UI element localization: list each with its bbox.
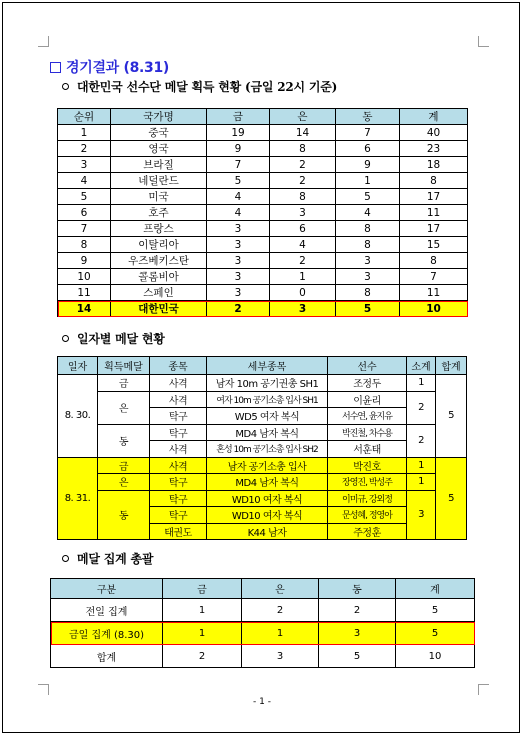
cell-silver: 8	[270, 141, 336, 157]
header-subtotal: 소계	[407, 357, 436, 375]
cell-event: 혼성 10m 공기소총 입사 SH2	[207, 441, 328, 458]
cell-athlete: 문성혜, 정영아	[328, 507, 407, 524]
cell-subtotal: 1	[407, 375, 436, 392]
header-gold: 금	[163, 579, 242, 599]
cell-total: 15	[400, 237, 468, 253]
header-total: 계	[400, 109, 468, 125]
section1-heading-text: 대한민국 선수단 메달 획득 현황 (금일 22시 기준)	[77, 80, 338, 94]
table-row	[58, 189, 468, 205]
medal-ranking-table	[57, 108, 468, 317]
cell-rank: 7	[58, 221, 111, 237]
section2-heading-text: 일자별 메달 현황	[77, 332, 165, 346]
cell-subtotal: 2	[407, 391, 436, 424]
cell-total: 8	[400, 173, 468, 189]
cell-bronze: 9	[336, 157, 400, 173]
cell-event: 남자 공기소총 입사	[207, 457, 328, 474]
medal-summary-table	[50, 578, 475, 668]
crop-mark-top-left	[38, 36, 49, 47]
header-sum: 합계	[436, 357, 467, 375]
cell-total: 11	[400, 205, 468, 221]
cell-gold: 2	[163, 645, 242, 668]
cell-category: 금일 집계 (8.30)	[51, 622, 163, 645]
cell-rank: 14	[58, 301, 111, 317]
table-header-row	[51, 579, 475, 599]
cell-silver: 3	[242, 645, 319, 668]
cell-country: 프랑스	[111, 221, 207, 237]
cell-rank: 9	[58, 253, 111, 269]
cell-medal-bronze: 동	[98, 424, 150, 457]
cell-bronze: 5	[336, 301, 400, 317]
table-row	[58, 490, 467, 507]
cell-event: WD10 여자 복식	[207, 507, 328, 524]
cell-medal-silver: 은	[98, 391, 150, 424]
cell-rank: 1	[58, 125, 111, 141]
cell-gold: 3	[207, 269, 270, 285]
cell-gold: 9	[207, 141, 270, 157]
table-row	[58, 285, 468, 301]
cell-category: 합계	[51, 645, 163, 668]
section2-heading	[62, 330, 165, 347]
header-sport: 종목	[150, 357, 207, 375]
cell-gold: 3	[207, 221, 270, 237]
cell-rank: 4	[58, 173, 111, 189]
circle-bullet-icon	[62, 555, 69, 562]
cell-sport: 탁구	[150, 507, 207, 524]
circle-bullet-icon	[62, 335, 69, 342]
header-athlete: 선수	[328, 357, 407, 375]
table-row	[58, 141, 468, 157]
highlighted-korea-row	[58, 301, 468, 317]
cell-category: 전일 집계	[51, 599, 163, 622]
header-event: 세부종목	[207, 357, 328, 375]
cell-medal-gold: 금	[98, 457, 150, 474]
cell-total: 23	[400, 141, 468, 157]
header-rank: 순위	[58, 109, 111, 125]
cell-athlete: 조정두	[328, 375, 407, 392]
cell-sport: 사격	[150, 441, 207, 458]
table-row	[51, 645, 475, 668]
cell-gold: 4	[207, 205, 270, 221]
cell-silver: 2	[270, 173, 336, 189]
cell-gold: 4	[207, 189, 270, 205]
cell-total: 11	[400, 285, 468, 301]
cell-gold: 3	[207, 253, 270, 269]
cell-sum: 5	[436, 375, 467, 458]
cell-sport: 사격	[150, 391, 207, 408]
cell-event: 여자 10m 공기소총 입사 SH1	[207, 391, 328, 408]
cell-bronze: 4	[336, 205, 400, 221]
cell-bronze: 1	[336, 173, 400, 189]
cell-bronze: 3	[336, 269, 400, 285]
table-row	[58, 391, 467, 408]
cell-silver: 1	[270, 269, 336, 285]
cell-bronze: 6	[336, 141, 400, 157]
cell-country: 브라질	[111, 157, 207, 173]
header-bronze: 동	[336, 109, 400, 125]
table-row	[58, 424, 467, 441]
cell-silver: 2	[270, 157, 336, 173]
cell-date: 8. 31.	[58, 457, 98, 540]
header-date: 일자	[58, 357, 98, 375]
cell-total: 18	[400, 157, 468, 173]
cell-sum: 5	[436, 457, 467, 540]
document-title: 경기결과 (8.31)	[66, 60, 170, 76]
cell-rank: 5	[58, 189, 111, 205]
cell-gold: 1	[163, 622, 242, 645]
header-gold: 금	[207, 109, 270, 125]
cell-sport: 태권도	[150, 523, 207, 540]
page-number: - 1 -	[253, 697, 271, 707]
cell-bronze: 5	[319, 645, 396, 668]
cell-rank: 6	[58, 205, 111, 221]
cell-bronze: 8	[336, 237, 400, 253]
cell-bronze: 2	[319, 599, 396, 622]
cell-event: WD10 여자 복식	[207, 490, 328, 507]
table-row	[58, 237, 468, 253]
cell-silver: 6	[270, 221, 336, 237]
cell-athlete: 이미규, 강외정	[328, 490, 407, 507]
cell-gold: 19	[207, 125, 270, 141]
cell-silver: 8	[270, 189, 336, 205]
cell-sport: 탁구	[150, 490, 207, 507]
cell-rank: 10	[58, 269, 111, 285]
header-category: 구분	[51, 579, 163, 599]
cell-rank: 3	[58, 157, 111, 173]
cell-silver: 2	[270, 253, 336, 269]
cell-medal-silver: 은	[98, 474, 150, 491]
cell-silver: 14	[270, 125, 336, 141]
table-row	[58, 269, 468, 285]
cell-subtotal: 1	[407, 457, 436, 474]
cell-silver: 2	[242, 599, 319, 622]
cell-country: 영국	[111, 141, 207, 157]
cell-silver: 3	[270, 205, 336, 221]
cell-athlete: 박진호	[328, 457, 407, 474]
cell-event: MD4 남자 복식	[207, 424, 328, 441]
cell-subtotal: 1	[407, 474, 436, 491]
cell-gold: 1	[163, 599, 242, 622]
cell-bronze: 8	[336, 285, 400, 301]
cell-gold: 2	[207, 301, 270, 317]
cell-total: 17	[400, 221, 468, 237]
cell-athlete: 서훈태	[328, 441, 407, 458]
cell-country: 이탈리아	[111, 237, 207, 253]
header-medal: 획득메달	[98, 357, 150, 375]
cell-silver: 3	[270, 301, 336, 317]
daily-medal-table	[57, 356, 467, 540]
cell-total: 10	[396, 645, 475, 668]
table-row	[58, 125, 468, 141]
cell-bronze: 7	[336, 125, 400, 141]
document-title-row	[50, 58, 169, 76]
cell-athlete: 이윤리	[328, 391, 407, 408]
cell-silver: 1	[242, 622, 319, 645]
cell-silver: 0	[270, 285, 336, 301]
cell-event: 남자 10m 공기권총 SH1	[207, 375, 328, 392]
cell-event: WD5 여자 복식	[207, 408, 328, 425]
section3-heading-text: 메달 집계 총괄	[77, 552, 154, 566]
cell-sport: 탁구	[150, 408, 207, 425]
table-row	[58, 253, 468, 269]
cell-rank: 2	[58, 141, 111, 157]
cell-country: 스페인	[111, 285, 207, 301]
cell-athlete: 장영진, 박성주	[328, 474, 407, 491]
crop-mark-bottom-right	[478, 684, 489, 695]
cell-event: K44 남자	[207, 523, 328, 540]
cell-sport: 탁구	[150, 424, 207, 441]
cell-sport: 탁구	[150, 474, 207, 491]
table-row	[58, 474, 467, 491]
cell-total: 7	[400, 269, 468, 285]
cell-bronze: 5	[336, 189, 400, 205]
table-row	[58, 221, 468, 237]
table-row	[58, 157, 468, 173]
cell-total: 5	[396, 599, 475, 622]
table-row	[58, 457, 467, 474]
cell-bronze: 3	[319, 622, 396, 645]
cell-silver: 4	[270, 237, 336, 253]
cell-medal-bronze: 동	[98, 490, 150, 540]
cell-total: 17	[400, 189, 468, 205]
cell-country: 콜롬비아	[111, 269, 207, 285]
section3-heading	[62, 550, 153, 567]
cell-athlete: 주정훈	[328, 523, 407, 540]
cell-sport: 사격	[150, 375, 207, 392]
cell-total: 8	[400, 253, 468, 269]
cell-country: 중국	[111, 125, 207, 141]
cell-country: 우즈베키스탄	[111, 253, 207, 269]
cell-country: 미국	[111, 189, 207, 205]
header-bronze: 동	[319, 579, 396, 599]
cell-gold: 3	[207, 285, 270, 301]
header-country: 국가명	[111, 109, 207, 125]
cell-rank: 8	[58, 237, 111, 253]
cell-subtotal: 2	[407, 424, 436, 457]
cell-event: MD4 남자 복식	[207, 474, 328, 491]
cell-medal-gold: 금	[98, 375, 150, 392]
cell-total: 40	[400, 125, 468, 141]
highlighted-summary-row	[51, 622, 475, 645]
cell-total: 10	[400, 301, 468, 317]
header-total: 계	[396, 579, 475, 599]
table-row	[58, 173, 468, 189]
circle-bullet-icon	[62, 83, 69, 90]
cell-subtotal: 3	[407, 490, 436, 540]
section1-heading	[62, 78, 337, 95]
cell-country: 대한민국	[111, 301, 207, 317]
cell-bronze: 3	[336, 253, 400, 269]
cell-country: 호주	[111, 205, 207, 221]
table-row	[58, 375, 467, 392]
cell-athlete: 박진철, 차수용	[328, 424, 407, 441]
cell-bronze: 8	[336, 221, 400, 237]
cell-total: 5	[396, 622, 475, 645]
cell-rank: 11	[58, 285, 111, 301]
header-silver: 은	[242, 579, 319, 599]
table-row	[58, 205, 468, 221]
cell-gold: 7	[207, 157, 270, 173]
checkbox-icon	[50, 62, 61, 73]
crop-mark-bottom-left	[38, 684, 49, 695]
cell-athlete: 서수연, 윤지유	[328, 408, 407, 425]
table-row	[51, 599, 475, 622]
header-silver: 은	[270, 109, 336, 125]
cell-sport: 사격	[150, 457, 207, 474]
table-header-row	[58, 357, 467, 375]
crop-mark-top-right	[478, 36, 489, 47]
cell-gold: 5	[207, 173, 270, 189]
cell-country: 네덜란드	[111, 173, 207, 189]
cell-date: 8. 30.	[58, 375, 98, 458]
cell-gold: 3	[207, 237, 270, 253]
table-header-row	[58, 109, 468, 125]
